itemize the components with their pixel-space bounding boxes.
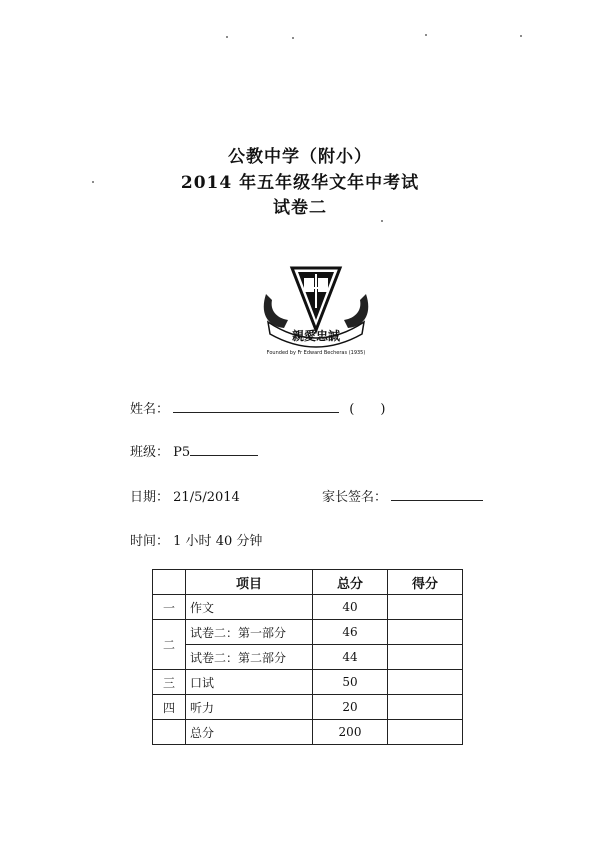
table-header-row	[153, 570, 463, 595]
time-field	[130, 530, 262, 549]
table-header-cell: 项目	[186, 570, 313, 595]
class-input-line[interactable]	[190, 443, 258, 456]
section-cell: 四	[153, 695, 186, 720]
school-name: 公教中学（附小）	[228, 147, 372, 167]
item-cell: 作文	[186, 595, 313, 620]
table-header-cell: 总分	[313, 570, 388, 595]
total-cell: 46	[313, 620, 388, 645]
parent-signature-line[interactable]	[391, 488, 483, 501]
item-cell: 听力	[186, 695, 313, 720]
time-label: 时间：	[130, 534, 170, 549]
table-row	[153, 670, 463, 695]
table-row	[153, 595, 463, 620]
item-cell: 总分	[186, 720, 313, 745]
table-header-cell	[153, 570, 186, 595]
table-header-cell: 得分	[388, 570, 463, 595]
score-cell[interactable]	[388, 595, 463, 620]
section-cell	[153, 720, 186, 745]
time-value: 1 小时 40 分钟	[173, 534, 263, 549]
score-cell[interactable]	[388, 695, 463, 720]
date-label: 日期：	[130, 490, 170, 505]
date-value: 21/5/2014	[173, 490, 240, 505]
table-row	[153, 695, 463, 720]
class-field	[130, 441, 258, 460]
scan-speck	[381, 220, 383, 222]
total-cell: 40	[313, 595, 388, 620]
exam-title: 2014 年五年级华文年中考试	[180, 173, 420, 193]
total-cell: 44	[313, 645, 388, 670]
scan-speck	[425, 34, 427, 36]
class-number-paren: ( )	[349, 402, 386, 417]
score-cell[interactable]	[388, 670, 463, 695]
scan-speck	[226, 36, 228, 38]
table-row	[153, 720, 463, 745]
item-cell: 试卷二：第二部分	[186, 645, 313, 670]
crest-motto: 親愛忠誠	[291, 329, 341, 343]
parent-signature-field	[322, 486, 483, 505]
class-label: 班级：	[130, 445, 170, 460]
section-cell: 一	[153, 595, 186, 620]
school-crest-logo	[258, 264, 374, 360]
scan-speck	[292, 37, 294, 39]
section-cell: 二	[153, 620, 186, 670]
item-cell: 试卷二：第一部分	[186, 620, 313, 645]
score-cell[interactable]	[388, 720, 463, 745]
crest-founder-text: Founded by Fr Edward Becheras (1935)	[266, 350, 366, 356]
score-cell[interactable]	[388, 620, 463, 645]
name-input-line[interactable]	[173, 400, 339, 413]
table-row	[153, 645, 463, 670]
section-cell: 三	[153, 670, 186, 695]
parent-signature-label: 家长签名：	[322, 490, 388, 505]
name-label: 姓名：	[130, 402, 170, 417]
item-cell: 口试	[186, 670, 313, 695]
total-cell: 50	[313, 670, 388, 695]
total-cell: 200	[313, 720, 388, 745]
score-table	[152, 569, 463, 745]
table-row	[153, 620, 463, 645]
score-cell[interactable]	[388, 645, 463, 670]
paper-title: 试卷二	[273, 198, 327, 218]
date-field	[130, 486, 240, 505]
total-cell: 20	[313, 695, 388, 720]
name-field	[130, 398, 385, 417]
scan-speck	[520, 35, 522, 37]
class-value: P5	[173, 445, 191, 460]
